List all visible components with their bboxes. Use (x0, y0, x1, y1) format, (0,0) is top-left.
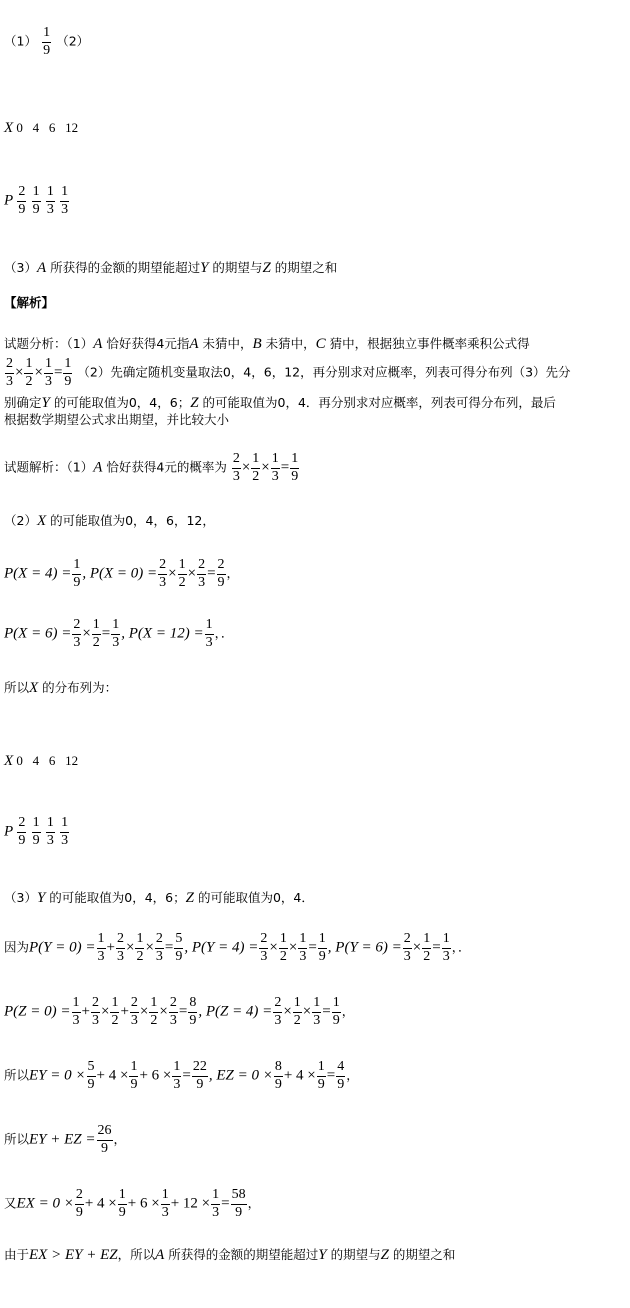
analysis-line-3: 别确定Y 的可能取值为0，4，6；Z 的可能取值为0，4．再分别求对应概率，列表可得分布列，最后 (4, 395, 556, 411)
prob-line-x2: P(X = 6) = $\frac{2}{3}$ × $\frac{1}{2}$ = $\frac{1}{3}$ , P(X = 12) = $\frac{1}{3}$ ，． (4, 617, 234, 650)
expectation-line-x: 又EX = 0 × $\frac{2}{9}$ + 4 × $\frac{1}{9}$ + 6 × $\frac{1}{3}$ + 12 × $\frac{1}{3}$ = $\frac{58}{9}$ ， (4, 1187, 261, 1220)
dist-intro: 所以X 的分布列为： (4, 680, 118, 696)
dist-table2-x-row: X 0 4 6 12 (4, 753, 79, 769)
analysis-line-1: 试题分析：（1）A 恰好获得4元指A 未猜中，B 未猜中，C 猜中，根据独立事件概率乘积公式得 (4, 336, 530, 352)
solution-line-1: 试题解析：（1）A 恰好获得4元的概率为 $\frac{2}{3}$ × $\frac{1}{2}$ × $\frac{1}{3}$ = $\frac{1}{9}$ (4, 451, 299, 484)
dist-table-p-row: P $\frac{2}{9}$ $\frac{1}{9}$ $\frac{1}{3}$ $\frac{1}{3}$ (4, 184, 69, 217)
solution-line-2: （2）X 的可能取值为0，4，6，12， (4, 513, 215, 529)
prob-line-z: P(Z = 0) = $\frac{1}{3}$ + $\frac{2}{3}$ × $\frac{1}{2}$ + $\frac{2}{3}$ × $\frac{1}{2}$ × $\frac{2}{3}$ = $\frac{8}{9}$ , P(Z = 4) = $\frac{2}{3}$ × $\frac{1}{2}$ × $\frac{1}{3}$ = $\frac{1}{9}$ ， (4, 995, 355, 1028)
analysis-line-2: $\frac{2}{3}$ × $\frac{1}{2}$ × $\frac{1}{3}$ = $\frac{1}{9}$ （2）先确定随机变量取法0，4，6，12，再分别求对应概率，列表可得分布列（3）先分 (6, 356, 571, 389)
final-line: 由于EX > EY + EZ，所以A 所获得的金额的期望能超过Y 的期望与Z 的期望之和 (4, 1247, 456, 1263)
dist-table-x-row: X 0 4 6 12 (4, 120, 79, 136)
expectation-line-y-z: 所以EY = 0 × $\frac{5}{9}$ + 4 × $\frac{1}{9}$ + 6 × $\frac{1}{3}$ = $\frac{22}{9}$ , EZ = 0 × $\frac{8}{9}$ + 4 × $\frac{1}{9}$ = $\frac{4}{9}$ ， (4, 1059, 359, 1092)
sum-line: 所以EY + EZ = $\frac{26}{9}$ ， (4, 1123, 127, 1156)
prob-line-y: 因为P(Y = 0) = $\frac{1}{3}$ + $\frac{2}{3}$ × $\frac{1}{2}$ × $\frac{2}{3}$ = $\frac{5}{9}$ , P(Y = 4) = $\frac{2}{3}$ × $\frac{1}{2}$ × $\frac{1}{3}$ = $\frac{1}{9}$ , P(Y = 6) = $\frac{2}{3}$ × $\frac{1}{2}$ = $\frac{1}{3}$ ，． (4, 931, 471, 964)
prob-line-x1: P(X = 4) = $\frac{1}{9}$ , P(X = 0) = $\frac{2}{3}$ × $\frac{1}{2}$ × $\frac{2}{3}$ = $\frac{2}{9}$ ， (4, 557, 240, 590)
answer-line-3: （3）A 所获得的金额的期望能超过Y 的期望与Z 的期望之和 (4, 260, 338, 276)
fraction: $\frac{1}{9}$ (43, 25, 51, 58)
dist-table2-p-row: P $\frac{2}{9}$ $\frac{1}{9}$ $\frac{1}{3}$ $\frac{1}{3}$ (4, 815, 69, 848)
section-title: 【解析】 (4, 295, 55, 310)
solution-line-3: （3）Y 的可能取值为0，4，6；Z 的可能取值为0，4． (4, 890, 314, 906)
analysis-line-4: 根据数学期望公式求出期望，并比较大小 (4, 412, 230, 427)
answer-line-1: （1） $\frac{1}{9}$ （2） (4, 25, 90, 58)
